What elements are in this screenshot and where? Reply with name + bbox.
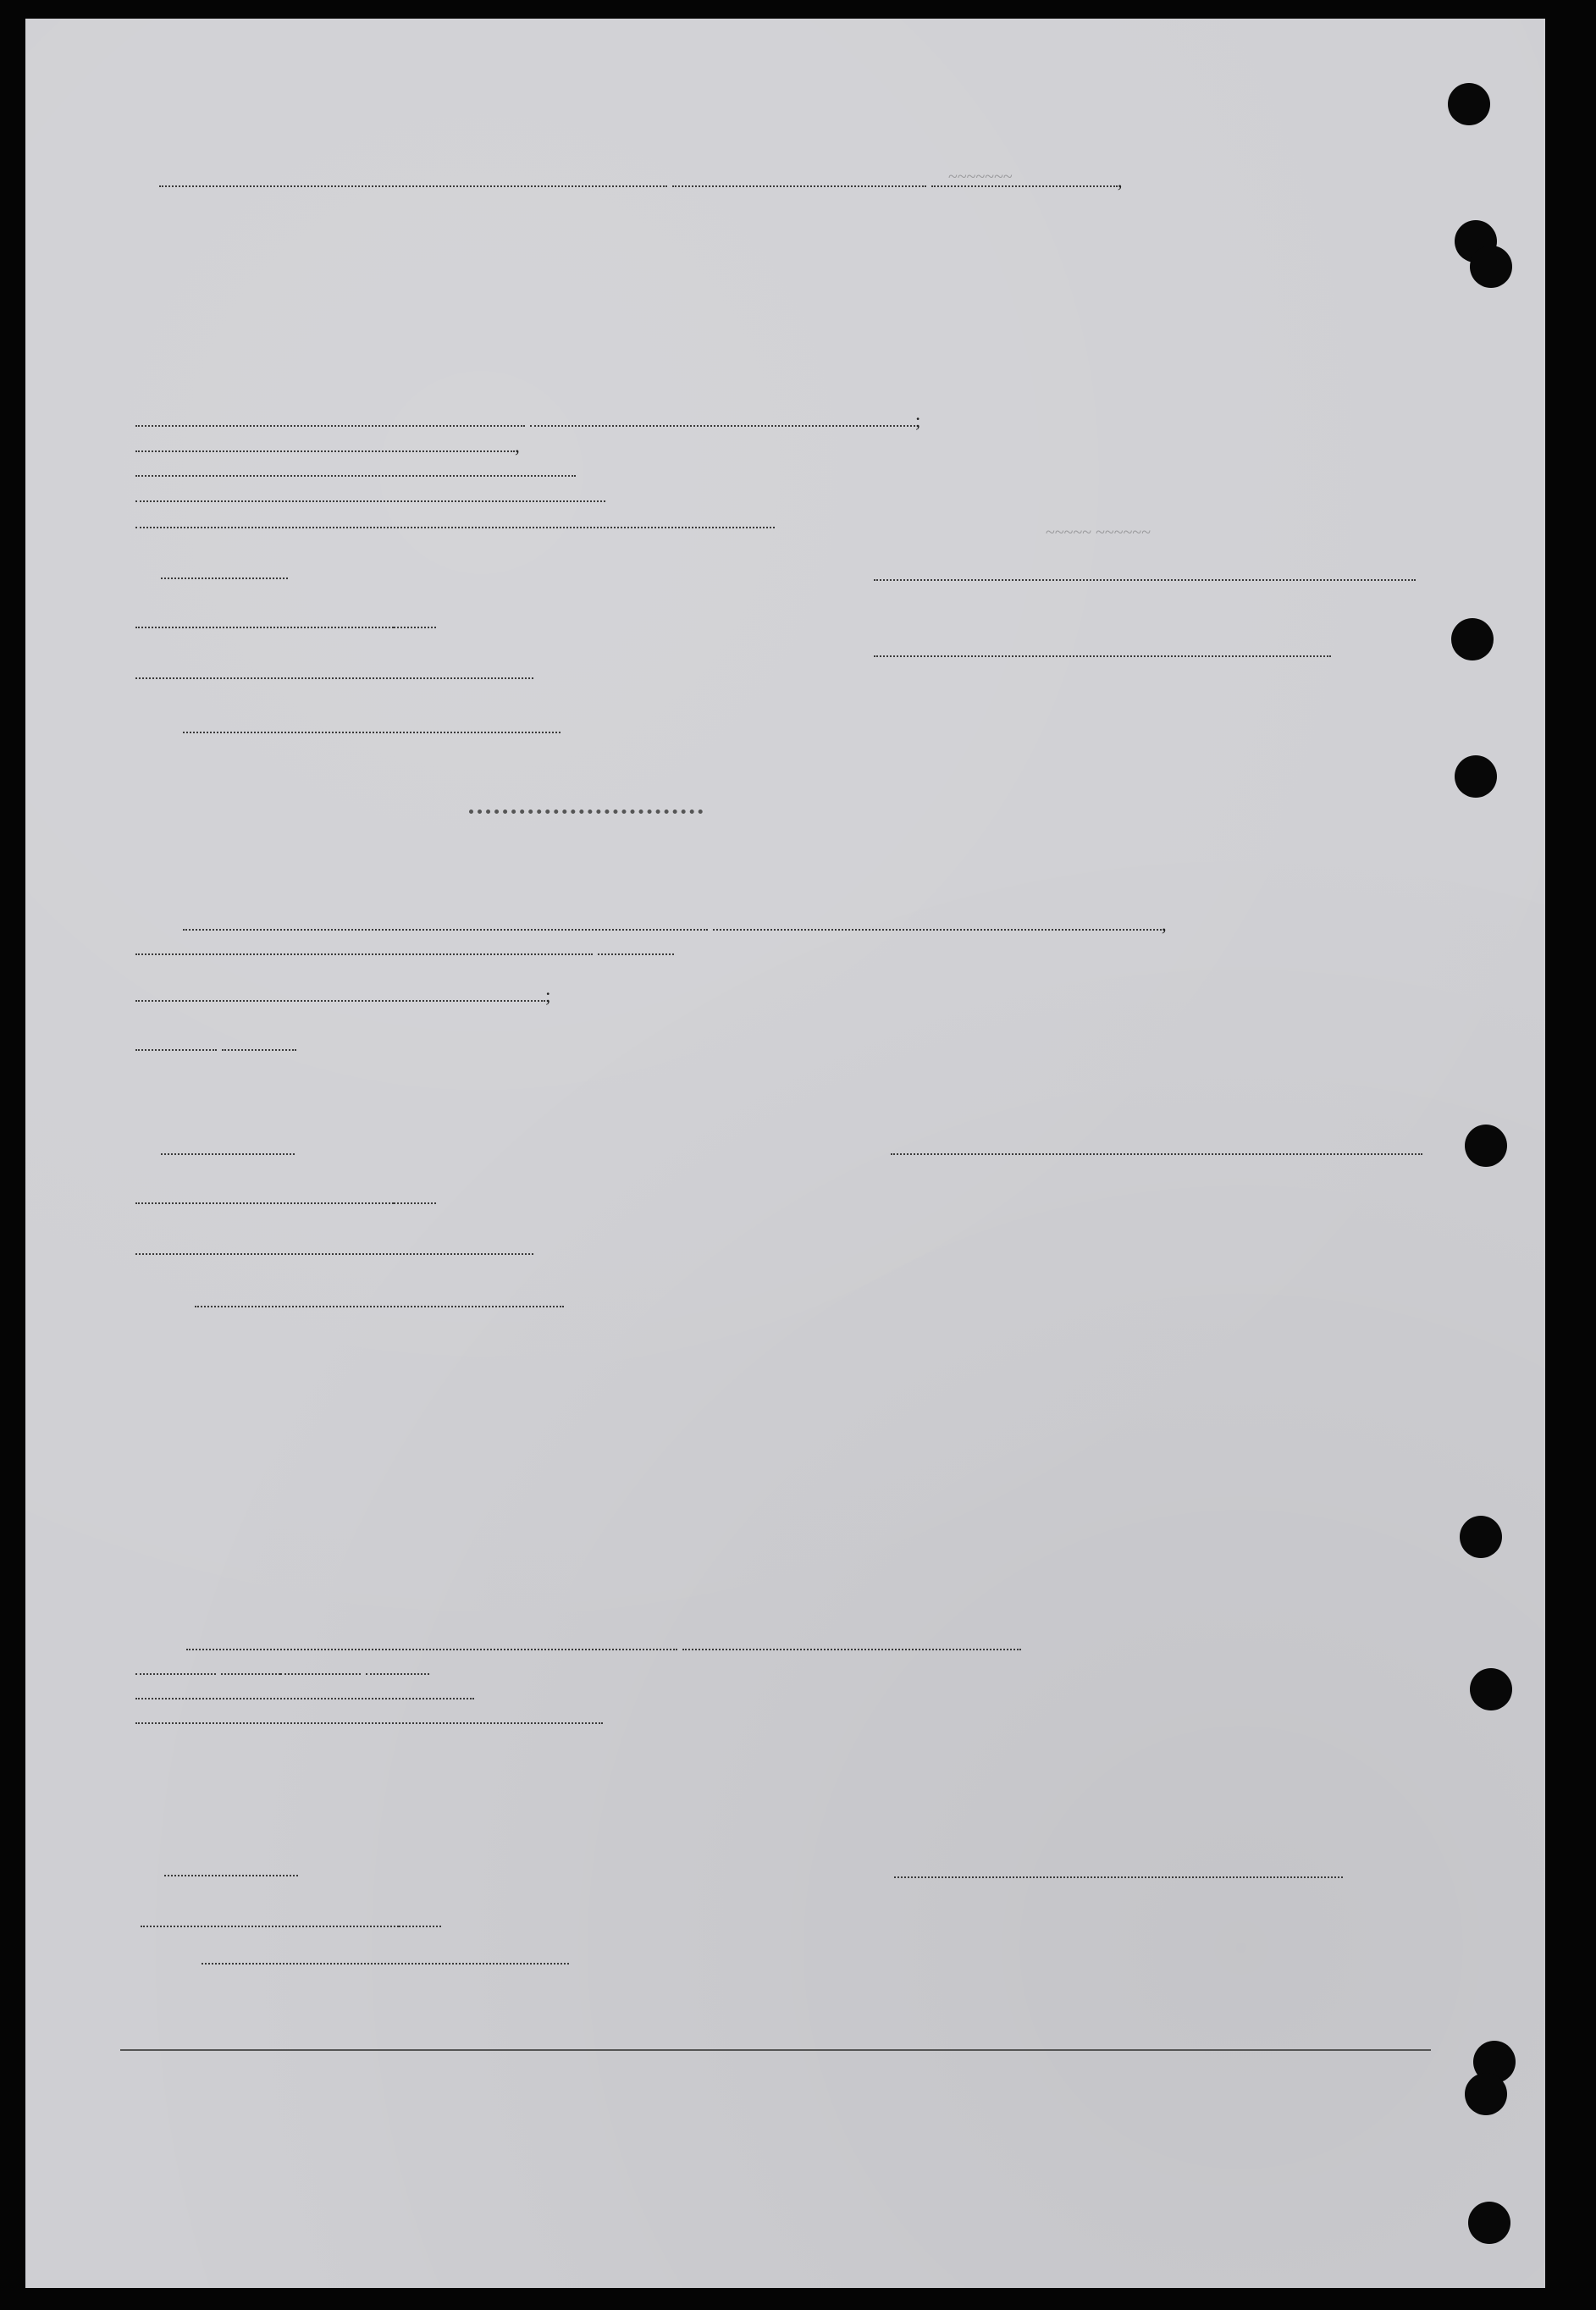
sworn-blank [164,1860,298,1876]
day-blank [141,1910,399,1927]
ship-blank [672,170,926,187]
agents-address-line [135,458,576,484]
at-blank [135,1238,533,1255]
sworn-blank [161,562,288,579]
punch-hole [1470,246,1512,288]
list-to-blank [221,1658,280,1675]
lists-line [135,1656,429,1682]
address-blank [135,527,775,528]
port-blank [135,1683,474,1699]
departure-port-blank [135,1707,603,1724]
officer-line: , [159,169,1123,194]
day-line [141,1909,441,1934]
faded-entry: ~~~~~~~ [948,168,1013,186]
manifest-from-blank [135,1034,217,1051]
faded-entry: ~~~~~ ~~~~~~ [1046,523,1151,542]
owner-line: ; [135,408,920,434]
years-blank [598,938,674,955]
stray-dots [469,810,703,814]
ship-blank [713,914,1162,931]
manifest-from-blank [280,1658,361,1675]
agents-address-blank [135,460,576,477]
day-blank [135,611,394,628]
sworn-blank [161,1138,295,1155]
taken-line [135,1705,603,1731]
inspector-signature-blank [195,1306,564,1307]
surgeon-status-blank [135,938,593,955]
collector-line [135,1681,474,1706]
owner-blank [135,410,525,427]
master-name-blank [186,1633,677,1650]
punch-hole [1470,1668,1512,1710]
day-blank [135,1187,394,1204]
agents-blank [135,435,515,452]
year-blank [394,611,436,628]
head-tax-line [135,484,605,509]
authority-blank [135,985,545,1002]
officer-signature-blank [874,655,1331,657]
day-line [135,610,436,635]
punch-hole [1448,83,1490,125]
at-line [135,1236,533,1262]
list-from-blank [135,1658,216,1675]
collector-signature-blank [202,1963,569,1965]
document-page [25,19,1545,2288]
manifest-to-blank [366,1658,429,1675]
master-signature-blank [894,1876,1343,1878]
inspector-signature-blank [183,732,561,733]
at-line [135,660,533,686]
punch-hole [1468,2202,1510,2244]
agents-line: , [135,434,520,459]
ship-blank [682,1633,1021,1650]
surgeon-name-blank [183,914,708,931]
surgeon-signature-blank [891,1153,1422,1155]
punch-hole [1460,1516,1502,1558]
experience-line [135,937,674,962]
sworn-line [161,561,288,586]
foregoing-line [135,1032,296,1058]
punch-hole [1451,618,1494,660]
punch-hole [1465,2073,1507,2115]
master-line [186,1632,1021,1657]
practice-line: ; [135,983,551,1009]
head-tax-blank [135,485,605,502]
year-blank [394,1187,436,1204]
officer-blank [159,170,667,187]
signature-blank [874,579,1416,581]
at-blank [135,662,533,679]
punch-hole [1465,1125,1507,1167]
punch-hole [1455,755,1497,798]
bottom-rule [120,2049,1431,2051]
sworn-line [164,1858,298,1883]
surgeon-line: , [183,912,1167,937]
year-blank [399,1910,441,1927]
sworn-line [161,1136,295,1162]
owner-address-blank [530,410,915,427]
day-line [135,1185,436,1211]
manifest-to-blank [222,1034,296,1051]
